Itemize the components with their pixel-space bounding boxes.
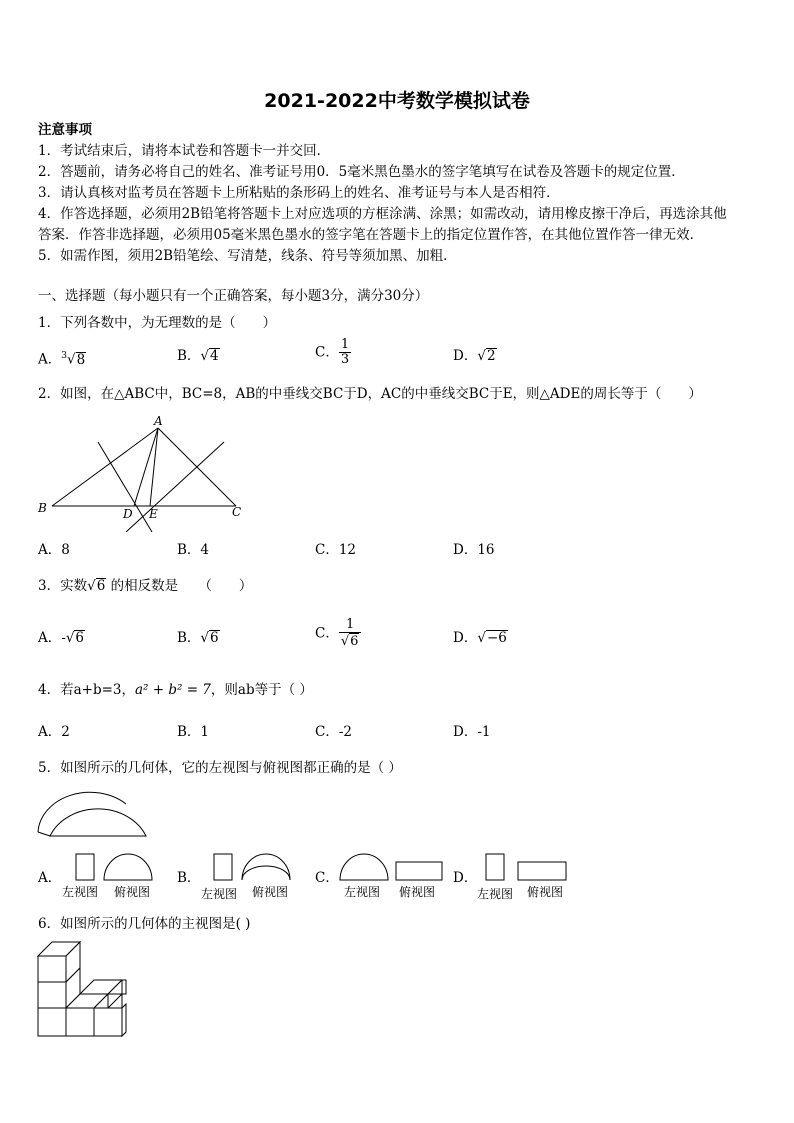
page-title: 2021-2022中考数学模拟试卷 <box>264 90 530 112</box>
question-1-stem: 1．下列各数中，为无理数的是（ ） <box>38 315 277 331</box>
point-e-label: E <box>149 507 158 521</box>
triangle-figure <box>36 412 244 532</box>
notice-line: 3．请认真核对监考员在答题卡上所粘贴的条形码上的姓名、准考证号与本人是否相符． <box>38 185 560 201</box>
q4-option-d[interactable]: D．-1 <box>453 724 491 740</box>
point-c-label: C <box>232 505 242 519</box>
q3-option-d[interactable]: D．√−6 <box>453 630 507 646</box>
q3-option-c[interactable]: C． $\frac{1}{√6}$ <box>315 618 361 649</box>
q3-option-a[interactable]: A．-√6 <box>38 630 85 646</box>
q5-option-c[interactable]: C． <box>315 870 339 886</box>
q5-b-top-view-label: 俯视图 <box>252 885 289 899</box>
notice-line: 4．作答选择题，必须用2B铅笔将答题卡上对应选项的方框涂满、涂黑；如需改动，请用橡皮擦干净后，再选涂其他 <box>38 206 727 222</box>
q1-option-b[interactable]: B．√4 <box>177 348 219 364</box>
q4-option-a[interactable]: A．2 <box>38 724 70 740</box>
q5-option-d[interactable]: D． <box>453 870 478 886</box>
q5-d-left-view-label: 左视图 <box>477 887 514 901</box>
q5-b-views <box>208 852 298 882</box>
notice-line: 2．答题前，请务必将自己的姓名、准考证号用0．5毫米黑色墨水的签字笔填写在试卷及答题卡的规定位置． <box>38 164 685 180</box>
q1-option-a[interactable]: A．$^3$√8 <box>38 351 86 368</box>
q5-c-views <box>336 852 448 882</box>
q3-option-b[interactable]: B．√6 <box>177 630 219 646</box>
q2-option-d[interactable]: D．16 <box>453 542 495 558</box>
q5-d-top-view-label: 俯视图 <box>527 885 564 899</box>
q2-option-b[interactable]: B．4 <box>177 542 210 558</box>
question-3-stem: 3．实数√6 的相反数是 （ ） <box>38 578 253 594</box>
q4-option-c[interactable]: C．-2 <box>315 724 352 740</box>
q5-a-top-view-label: 俯视图 <box>114 885 151 899</box>
q2-option-c[interactable]: C．12 <box>315 542 357 558</box>
point-b-label: B <box>38 501 47 515</box>
point-a-label: A <box>154 414 163 428</box>
question-5-stem: 5．如图所示的几何体，它的左视图与俯视图都正确的是（ ） <box>38 760 402 776</box>
question-4-stem: 4．若a+b=3，a² + b² = 7，则ab等于（ ） <box>38 682 313 698</box>
half-cylinder-solid <box>36 784 148 840</box>
q1-option-d[interactable]: D．√2 <box>453 348 496 364</box>
notice-line: 5．如需作图，须用2B铅笔绘、写清楚，线条、符号等须加黑、加粗． <box>38 248 457 264</box>
q5-a-views <box>70 852 160 882</box>
q5-option-b[interactable]: B． <box>177 870 201 886</box>
cube-stack-solid <box>36 940 132 1040</box>
notice-line: 答案．作答非选择题，必须用05毫米黑色墨水的签字笔在答题卡上的指定位置作答，在其他位置作答一律无效． <box>38 227 704 243</box>
section-heading: 一、选择题（每小题只有一个正确答案，每小题3分，满分30分） <box>38 288 429 304</box>
q5-c-top-view-label: 俯视图 <box>399 885 436 899</box>
q5-a-left-view-label: 左视图 <box>62 885 99 899</box>
question-2-stem: 2．如图，在△ABC中，BC=8，AB的中垂线交BC于D，AC的中垂线交BC于E，则△ADE的周长等于（ ） <box>38 386 702 402</box>
q5-b-left-view-label: 左视图 <box>201 887 238 901</box>
question-6-stem: 6．如图所示的几何体的主视图是( ) <box>38 916 251 932</box>
notice-heading: 注意事项 <box>38 122 92 138</box>
q4-option-b[interactable]: B．1 <box>177 724 210 740</box>
q5-d-views <box>480 852 572 882</box>
notice-line: 1．考试结束后，请将本试卷和答题卡一并交回． <box>38 143 331 159</box>
q2-option-a[interactable]: A．8 <box>38 542 70 558</box>
point-d-label: D <box>123 507 133 521</box>
q1-option-c[interactable]: C． $\frac{1}{3}$ <box>315 337 350 367</box>
q5-c-left-view-label: 左视图 <box>344 885 381 899</box>
q5-option-a[interactable]: A． <box>38 870 62 886</box>
